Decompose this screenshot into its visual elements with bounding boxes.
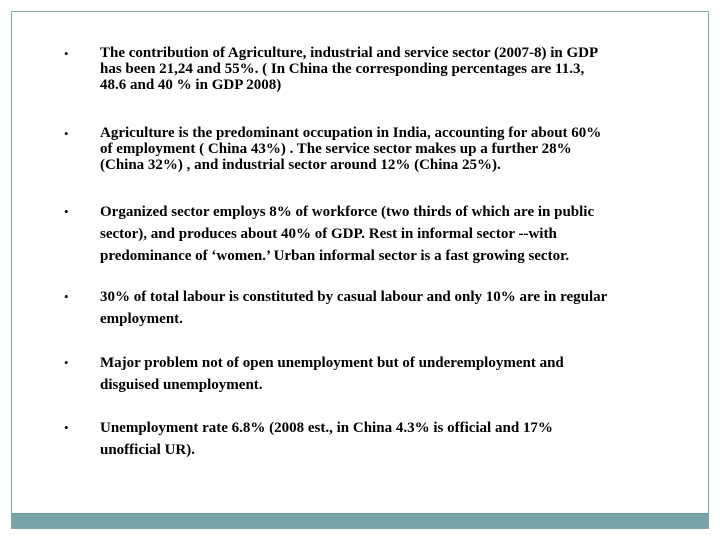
bullet-text: The contribution of Agriculture, industrial and service sector (2007-8) in GDP has been 21,24 and 55%. ( In China the corresponding percentages are 11.3, 48.6 and 40 % in GDP 2008) bbox=[100, 45, 599, 93]
bullet-text: Organized sector employs 8% of workforce (two thirds of which are in public sector), and produces about 40% of GDP. Rest in informal sector --with predominance of ‘women.’ Urban informal sector is a fast growing sector. bbox=[100, 204, 595, 264]
bullet-marker: • bbox=[64, 126, 69, 141]
bullet-marker: • bbox=[64, 355, 69, 370]
slide bbox=[11, 11, 709, 529]
bullet-text: Agriculture is the predominant occupation in India, accounting for about 60% of employment ( China 43%) . The service sector makes up a further 28% (China 32%) , and industrial sector around 12% (China 25%). bbox=[100, 125, 602, 173]
bullet-text: Unemployment rate 6.8% (2008 est., in China 4.3% is official and 17% unofficial UR). bbox=[100, 420, 553, 458]
bullet-text: Major problem not of open unemployment but of underemployment and disguised unemployment. bbox=[100, 355, 564, 393]
bullet-marker: • bbox=[64, 46, 69, 61]
bullet-marker: • bbox=[64, 420, 69, 435]
bullet-marker: • bbox=[64, 289, 69, 304]
bullet-marker: • bbox=[64, 204, 69, 219]
bullet-text: 30% of total labour is constituted by casual labour and only 10% are in regular employment. bbox=[100, 289, 608, 327]
footer-bar bbox=[12, 513, 708, 528]
bullet-list bbox=[12, 12, 708, 528]
